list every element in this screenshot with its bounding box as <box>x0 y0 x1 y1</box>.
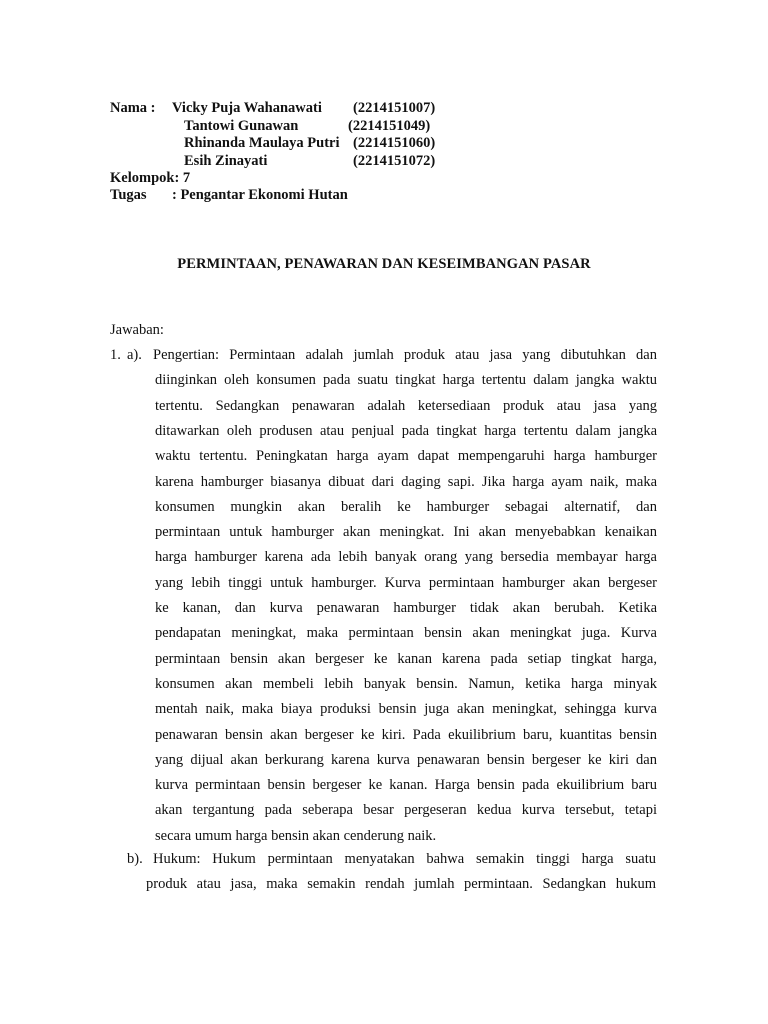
paragraph-line: permintaan untuk hamburger akan meningkat. Ini akan menyebabkan kenaikan <box>155 524 657 541</box>
member-name: Rhinanda Maulaya Putri <box>184 135 340 151</box>
paragraph-line: waktu tertentu. Peningkatan harga ayam dapat mempengaruhi harga hamburger <box>155 448 657 465</box>
member-id: (2214151049) <box>348 118 431 134</box>
paragraph-line: yang dijual akan berkurang karena kurva penawaran bensin bergeser ke kiri dan <box>155 751 657 768</box>
paragraph-line: konsumen akan membeli lebih banyak bensin. Namun, ketika harga minyak <box>155 675 657 692</box>
document-title: PERMINTAAN, PENAWARAN DAN KESEIMBANGAN PASAR <box>177 256 591 272</box>
paragraph-line: permintaan bensin akan bergeser ke kanan karena pada setiap tingkat harga, <box>155 650 657 667</box>
paragraph-line: ke kanan, dan kurva penawaran hamburger tidak akan berubah. Ketika <box>155 600 657 616</box>
member-name: Esih Zinayati <box>184 153 268 169</box>
paragraph-line: pendapatan meningkat, maka permintaan bensin akan meningkat juga. Kurva <box>155 625 657 642</box>
paragraph-line: konsumen mungkin akan beralih ke hamburger sebagai alternatif, dan <box>155 498 657 515</box>
paragraph-line: akan tergantung pada seberapa besar pergeseran kedua kurva tersebut, tetapi <box>155 802 657 819</box>
tugas-value: : Pengantar Ekonomi Hutan <box>172 187 348 203</box>
item-b-label: b). <box>127 851 143 867</box>
member-id: (2214151072) <box>353 153 436 169</box>
kelompok-line <box>110 170 190 187</box>
paragraph-line: Pengertian: Permintaan adalah jumlah produk atau jasa yang dibutuhkan dan <box>153 347 657 363</box>
member-id: (2214151060) <box>353 135 436 151</box>
paragraph-line: kurva permintaan bensin bergeser ke kanan. Harga bensin pada ekuilibrium baru <box>155 777 657 794</box>
paragraph-line: diinginkan oleh konsumen pada suatu tingkat harga tertentu dalam jangka waktu <box>155 372 657 389</box>
paragraph-line: yang lebih tinggi untuk hamburger. Kurva permintaan hamburger akan bergeser <box>155 574 657 591</box>
tugas-label: Tugas <box>110 187 147 203</box>
paragraph-line: mentah naik, maka biaya produksi bensin juga akan meningkat, sehingga kurva <box>155 701 657 718</box>
paragraph-line: tertentu. Sedangkan penawaran adalah ketersediaan produk atau jasa yang <box>155 397 657 414</box>
paragraph-line: produk atau jasa, maka semakin rendah jumlah permintaan. Sedangkan hukum <box>146 876 656 893</box>
answer-label: Jawaban: <box>110 322 164 338</box>
paragraph-line: karena hamburger biasanya dibuat dari daging sapi. Jika harga ayam naik, maka <box>155 473 657 490</box>
paragraph-line: secara umum harga bensin akan cenderung naik. <box>155 827 437 844</box>
kelompok-text: Kelompok: 7 <box>110 170 191 186</box>
item-a-label: a). <box>127 347 142 363</box>
paragraph-line: penawaran bensin akan bergeser ke kiri. Pada ekuilibrium baru, kuantitas bensin <box>155 726 657 743</box>
paragraph-line: harga hamburger karena ada lebih banyak orang yang bersedia membayar harga <box>155 549 657 566</box>
item-number: 1. <box>110 347 121 363</box>
member-name: Vicky Puja Wahanawati <box>172 100 322 116</box>
paragraph-line: Hukum: Hukum permintaan menyatakan bahwa semakin tinggi harga suatu <box>153 851 656 867</box>
member-name: Tantowi Gunawan <box>184 118 299 134</box>
member-id: (2214151007) <box>353 100 436 116</box>
name-label: Nama : <box>110 100 156 116</box>
paragraph-line: ditawarkan oleh produsen atau penjual pada tingkat harga tertentu dalam jangka <box>155 422 657 439</box>
